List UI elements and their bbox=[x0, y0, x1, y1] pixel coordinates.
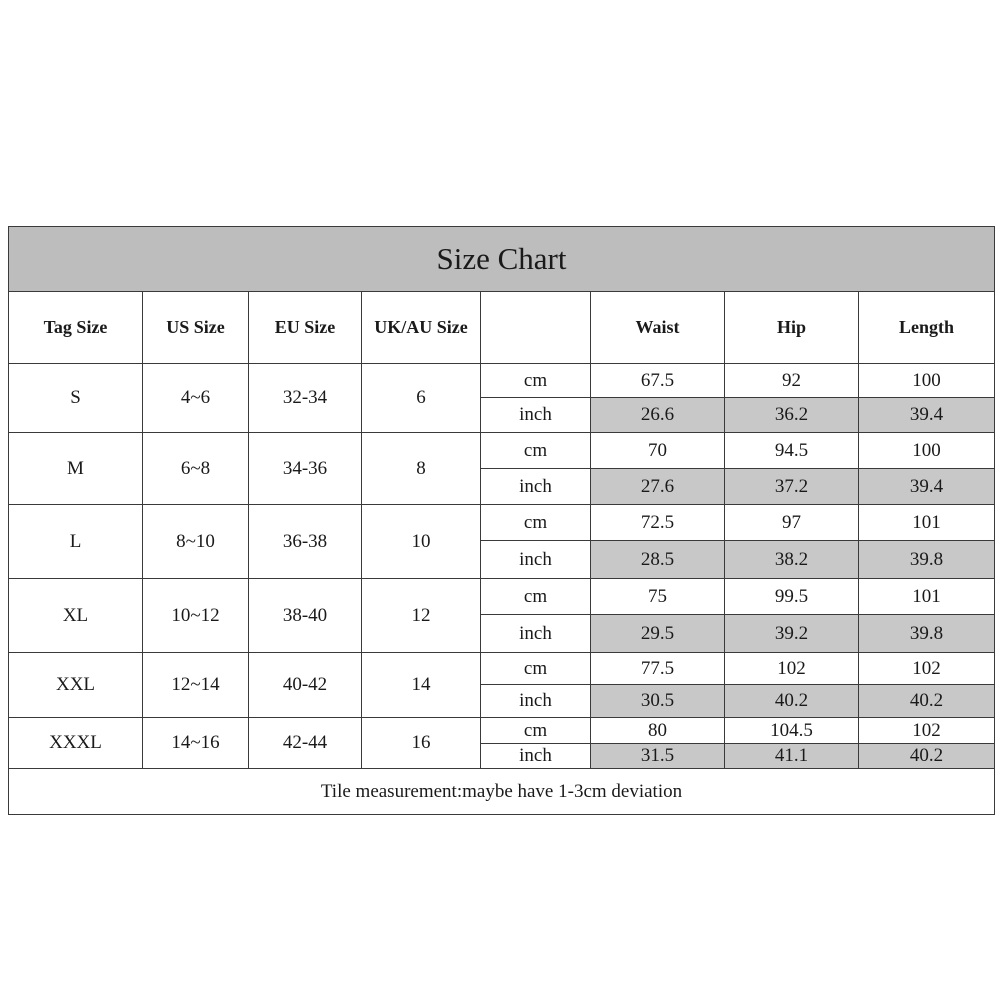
hip-cell: 102 bbox=[725, 653, 859, 685]
hip-cell: 40.2 bbox=[725, 685, 859, 718]
hip-cell: 41.1 bbox=[725, 744, 859, 769]
unit-cell: inch bbox=[481, 685, 591, 718]
table-row bbox=[9, 579, 995, 615]
unit-cell: cm bbox=[481, 433, 591, 469]
tag-size-cell: XL bbox=[9, 579, 143, 653]
hip-cell: 99.5 bbox=[725, 579, 859, 615]
hip-cell: 39.2 bbox=[725, 615, 859, 653]
header-length: Length bbox=[859, 292, 995, 364]
length-cell: 40.2 bbox=[859, 744, 995, 769]
tag-size-cell: L bbox=[9, 505, 143, 579]
unit-cell: inch bbox=[481, 615, 591, 653]
table-row bbox=[9, 653, 995, 685]
hip-cell: 92 bbox=[725, 364, 859, 398]
unit-cell: inch bbox=[481, 398, 591, 433]
waist-cell: 31.5 bbox=[591, 744, 725, 769]
hip-cell: 104.5 bbox=[725, 718, 859, 744]
header-tag-size: Tag Size bbox=[9, 292, 143, 364]
waist-cell: 72.5 bbox=[591, 505, 725, 541]
us-size-cell: 8~10 bbox=[143, 505, 249, 579]
length-cell: 39.4 bbox=[859, 469, 995, 505]
waist-cell: 67.5 bbox=[591, 364, 725, 398]
table-row bbox=[9, 718, 995, 744]
header-unit bbox=[481, 292, 591, 364]
eu-size-cell: 34-36 bbox=[249, 433, 362, 505]
length-cell: 101 bbox=[859, 505, 995, 541]
unit-cell: cm bbox=[481, 579, 591, 615]
us-size-cell: 4~6 bbox=[143, 364, 249, 433]
waist-cell: 27.6 bbox=[591, 469, 725, 505]
waist-cell: 26.6 bbox=[591, 398, 725, 433]
unit-cell: inch bbox=[481, 541, 591, 579]
length-cell: 100 bbox=[859, 433, 995, 469]
uk-size-cell: 12 bbox=[362, 579, 481, 653]
unit-cell: cm bbox=[481, 505, 591, 541]
unit-cell: cm bbox=[481, 364, 591, 398]
length-cell: 40.2 bbox=[859, 685, 995, 718]
length-cell: 101 bbox=[859, 579, 995, 615]
header-eu-size: EU Size bbox=[249, 292, 362, 364]
eu-size-cell: 32-34 bbox=[249, 364, 362, 433]
header-hip: Hip bbox=[725, 292, 859, 364]
uk-size-cell: 6 bbox=[362, 364, 481, 433]
tag-size-cell: XXXL bbox=[9, 718, 143, 769]
waist-cell: 75 bbox=[591, 579, 725, 615]
waist-cell: 28.5 bbox=[591, 541, 725, 579]
header-uk-au-size: UK/AU Size bbox=[362, 292, 481, 364]
uk-size-cell: 16 bbox=[362, 718, 481, 769]
waist-cell: 70 bbox=[591, 433, 725, 469]
size-chart-table bbox=[8, 226, 995, 815]
unit-cell: cm bbox=[481, 653, 591, 685]
table-row bbox=[9, 364, 995, 398]
uk-size-cell: 10 bbox=[362, 505, 481, 579]
us-size-cell: 10~12 bbox=[143, 579, 249, 653]
tag-size-cell: M bbox=[9, 433, 143, 505]
waist-cell: 80 bbox=[591, 718, 725, 744]
hip-cell: 97 bbox=[725, 505, 859, 541]
uk-size-cell: 14 bbox=[362, 653, 481, 718]
measurement-note: Tile measurement:maybe have 1-3cm deviation bbox=[9, 769, 995, 815]
header-waist: Waist bbox=[591, 292, 725, 364]
length-cell: 39.4 bbox=[859, 398, 995, 433]
tag-size-cell: XXL bbox=[9, 653, 143, 718]
us-size-cell: 12~14 bbox=[143, 653, 249, 718]
tag-size-cell: S bbox=[9, 364, 143, 433]
unit-cell: inch bbox=[481, 744, 591, 769]
uk-size-cell: 8 bbox=[362, 433, 481, 505]
length-cell: 39.8 bbox=[859, 541, 995, 579]
length-cell: 100 bbox=[859, 364, 995, 398]
hip-cell: 94.5 bbox=[725, 433, 859, 469]
eu-size-cell: 36-38 bbox=[249, 505, 362, 579]
header-us-size: US Size bbox=[143, 292, 249, 364]
length-cell: 102 bbox=[859, 718, 995, 744]
us-size-cell: 6~8 bbox=[143, 433, 249, 505]
table-row bbox=[9, 433, 995, 469]
eu-size-cell: 40-42 bbox=[249, 653, 362, 718]
chart-title: Size Chart bbox=[9, 227, 995, 292]
length-cell: 39.8 bbox=[859, 615, 995, 653]
header-row bbox=[9, 292, 995, 364]
waist-cell: 77.5 bbox=[591, 653, 725, 685]
hip-cell: 36.2 bbox=[725, 398, 859, 433]
eu-size-cell: 42-44 bbox=[249, 718, 362, 769]
table-row bbox=[9, 505, 995, 541]
unit-cell: cm bbox=[481, 718, 591, 744]
length-cell: 102 bbox=[859, 653, 995, 685]
eu-size-cell: 38-40 bbox=[249, 579, 362, 653]
waist-cell: 30.5 bbox=[591, 685, 725, 718]
us-size-cell: 14~16 bbox=[143, 718, 249, 769]
hip-cell: 37.2 bbox=[725, 469, 859, 505]
unit-cell: inch bbox=[481, 469, 591, 505]
waist-cell: 29.5 bbox=[591, 615, 725, 653]
hip-cell: 38.2 bbox=[725, 541, 859, 579]
